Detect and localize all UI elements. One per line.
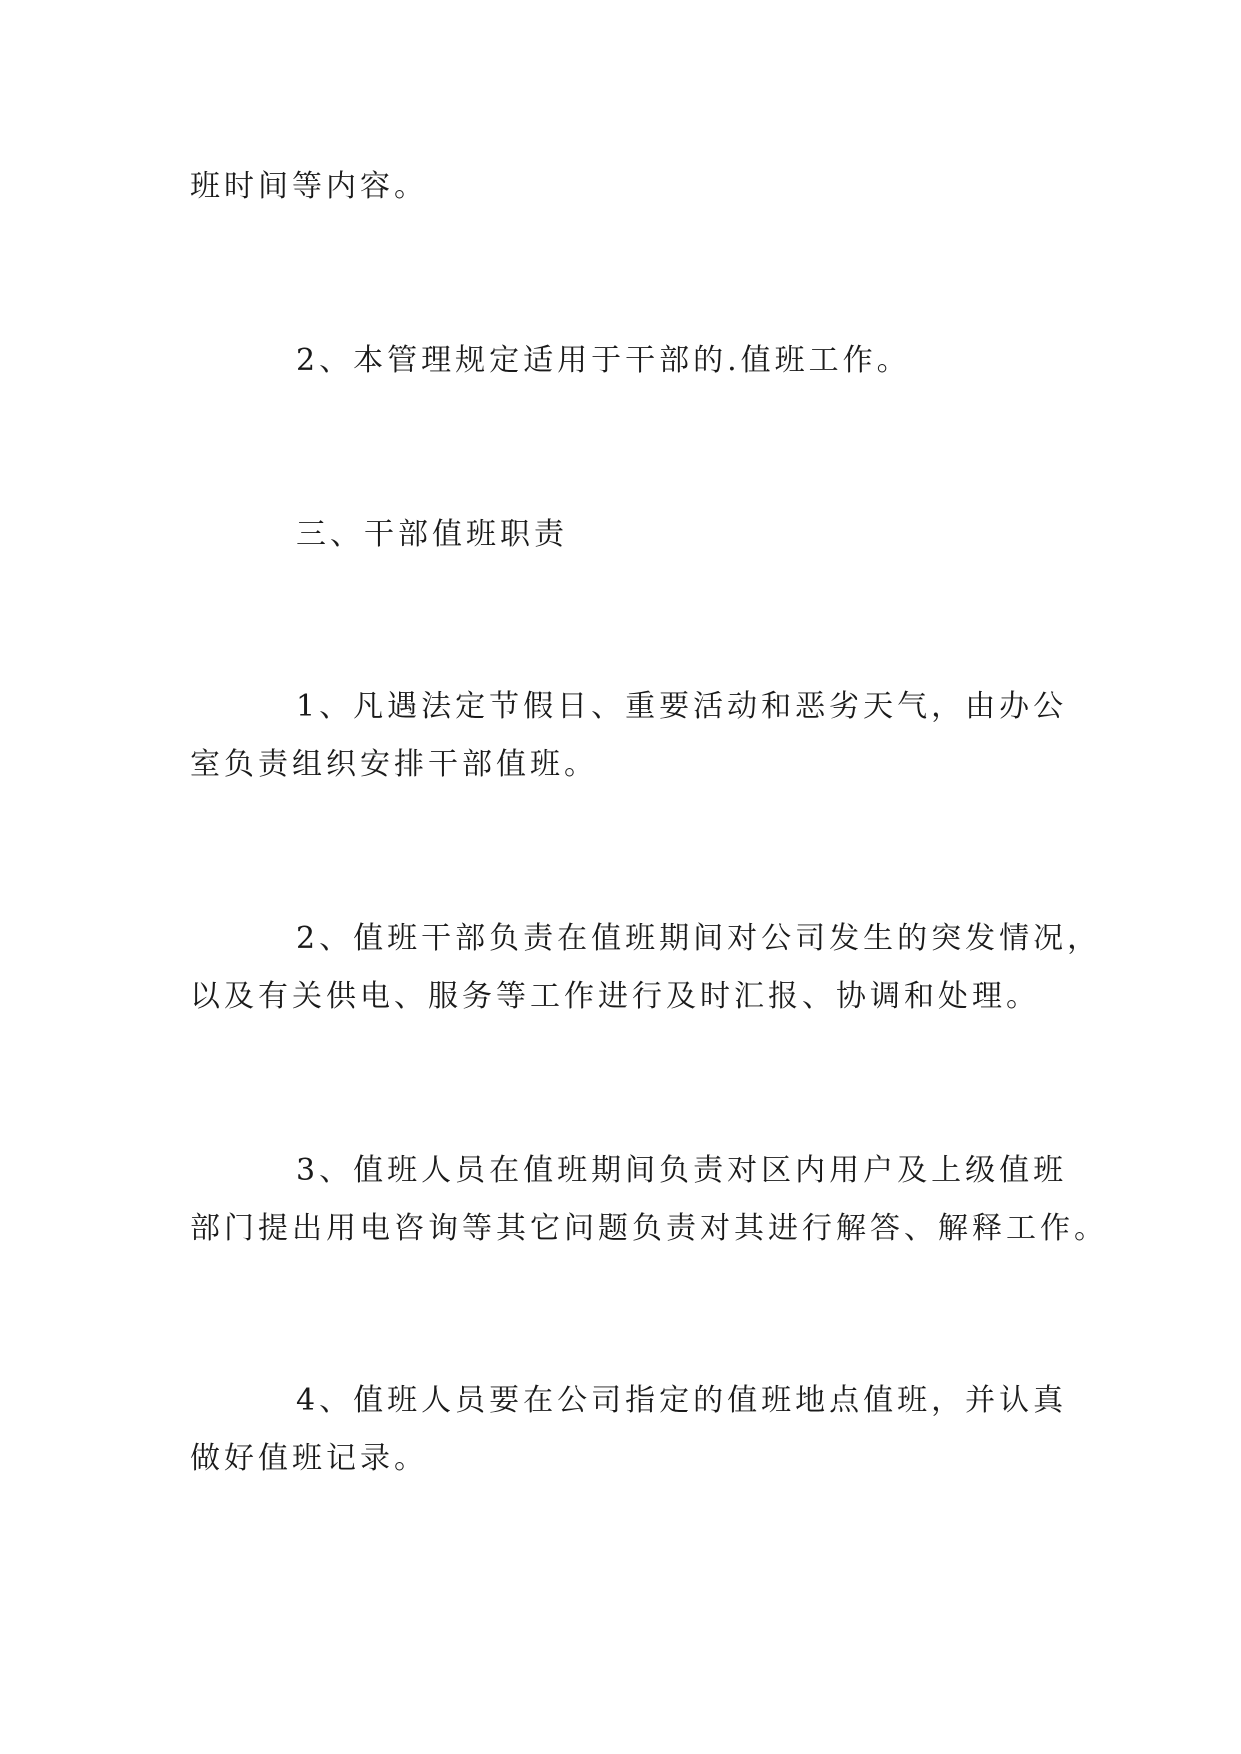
paragraph-line: 做好值班记录。	[190, 1441, 428, 1476]
heading-text: 三、干部值班职责	[296, 517, 568, 552]
paragraph-continuation	[190, 158, 1060, 216]
paragraph-line: 2、值班干部负责在值班期间对公司发生的突发情况，	[296, 921, 1102, 956]
paragraph-item-2	[190, 910, 1102, 1026]
paragraph-item-1	[190, 678, 1068, 794]
paragraph-item-4	[190, 1372, 1068, 1488]
paragraph-item-3	[190, 1142, 1108, 1258]
paragraph-line: 3、值班人员在值班期间负责对区内用户及上级值班	[296, 1153, 1068, 1188]
paragraph-scope	[190, 332, 1060, 390]
section-heading	[190, 506, 1060, 564]
paragraph-line: 4、值班人员要在公司指定的值班地点值班，并认真	[296, 1383, 1068, 1418]
paragraph-line: 部门提出用电咨询等其它问题负责对其进行解答、解释工作。	[190, 1211, 1108, 1246]
paragraph-line: 以及有关供电、服务等工作进行及时汇报、协调和处理。	[190, 979, 1040, 1014]
paragraph-line: 室负责组织安排干部值班。	[190, 747, 598, 782]
paragraph-line: 班时间等内容。	[190, 169, 428, 204]
paragraph-line: 2、本管理规定适用于干部的.值班工作。	[296, 343, 911, 378]
paragraph-line: 1、凡遇法定节假日、重要活动和恶劣天气，由办公	[296, 689, 1068, 724]
